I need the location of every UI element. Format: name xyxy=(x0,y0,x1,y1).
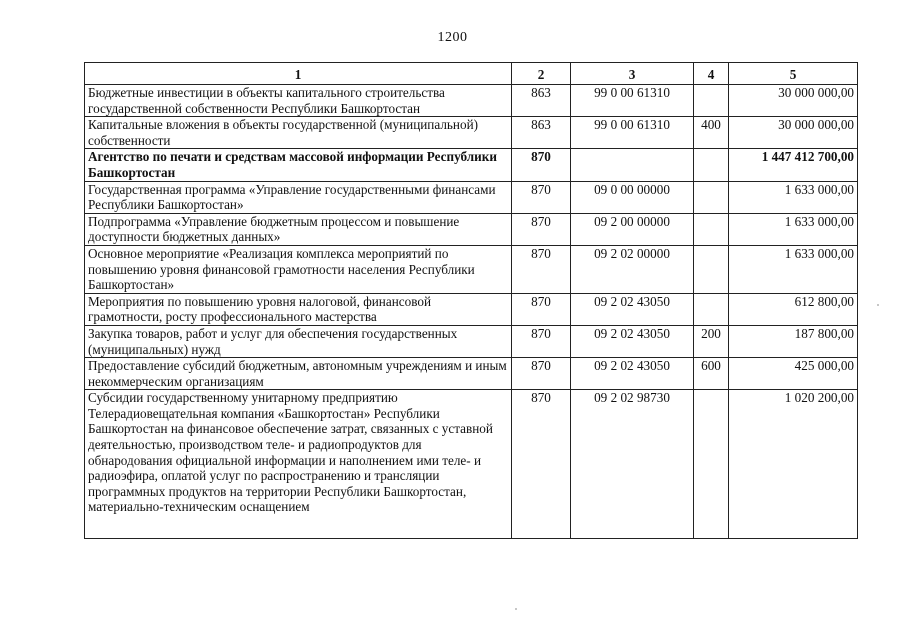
row-expense-type xyxy=(694,390,729,539)
row-target-code: 09 2 02 43050 xyxy=(571,358,694,390)
row-amount: 612 800,00 xyxy=(729,293,858,325)
row-amount: 1 447 412 700,00 xyxy=(729,149,858,181)
scan-speck xyxy=(877,304,879,306)
row-ministry-code: 870 xyxy=(512,390,571,539)
table-row xyxy=(85,117,858,149)
table-row xyxy=(85,85,858,117)
row-amount: 30 000 000,00 xyxy=(729,117,858,149)
row-target-code: 09 2 02 43050 xyxy=(571,325,694,357)
row-amount: 1 633 000,00 xyxy=(729,213,858,245)
row-name: Субсидии государственному унитарному предприятию Телерадиовещательная компания «Башкортостан» Республики Башкортостан на финансовое обеспечение затрат, связанных с уставной деятельностью, производством теле- и радиопродуктов для обнародования официальной информации и наполнением ими теле- и радиоэфира, оплатой услуг по распространению и трансляции программных продуктов на территории Республики Башкортостан, материально-техническим оснащением xyxy=(85,390,512,539)
row-expense-type: 400 xyxy=(694,117,729,149)
row-expense-type: 600 xyxy=(694,358,729,390)
table-header-row xyxy=(85,63,858,85)
row-target-code: 99 0 00 61310 xyxy=(571,117,694,149)
row-target-code: 09 2 02 98730 xyxy=(571,390,694,539)
row-name: Подпрограмма «Управление бюджетным процессом и повышение доступности бюджетных данных» xyxy=(85,213,512,245)
table-row xyxy=(85,293,858,325)
table-row xyxy=(85,245,858,293)
row-amount: 1 633 000,00 xyxy=(729,181,858,213)
header-col-4: 4 xyxy=(694,63,729,85)
row-expense-type xyxy=(694,293,729,325)
row-ministry-code: 870 xyxy=(512,325,571,357)
row-expense-type xyxy=(694,181,729,213)
row-target-code xyxy=(571,149,694,181)
row-ministry-code: 870 xyxy=(512,181,571,213)
row-name: Бюджетные инвестиции в объекты капитального строительства государственной собственности Республики Башкортостан xyxy=(85,85,512,117)
row-name: Закупка товаров, работ и услуг для обеспечения государственных (муниципальных) нужд xyxy=(85,325,512,357)
row-expense-type xyxy=(694,213,729,245)
row-expense-type xyxy=(694,85,729,117)
row-target-code: 09 2 00 00000 xyxy=(571,213,694,245)
row-name: Мероприятия по повышению уровня налоговой, финансовой грамотности, росту профессионального мастерства xyxy=(85,293,512,325)
row-ministry-code: 870 xyxy=(512,358,571,390)
table-row xyxy=(85,358,858,390)
scan-speck xyxy=(515,608,517,610)
row-expense-type: 200 xyxy=(694,325,729,357)
row-amount: 1 633 000,00 xyxy=(729,245,858,293)
row-target-code: 99 0 00 61310 xyxy=(571,85,694,117)
table-row xyxy=(85,325,858,357)
row-amount: 30 000 000,00 xyxy=(729,85,858,117)
header-col-1: 1 xyxy=(85,63,512,85)
row-target-code: 09 0 00 00000 xyxy=(571,181,694,213)
row-ministry-code: 863 xyxy=(512,85,571,117)
row-amount: 1 020 200,00 xyxy=(729,390,858,539)
row-expense-type xyxy=(694,149,729,181)
row-name: Основное мероприятие «Реализация комплекса мероприятий по повышению уровня финансовой грамотности населения Республики Башкортостан» xyxy=(85,245,512,293)
row-name: Капитальные вложения в объекты государственной (муниципальной) собственности xyxy=(85,117,512,149)
row-expense-type xyxy=(694,245,729,293)
row-target-code: 09 2 02 43050 xyxy=(571,293,694,325)
table-row xyxy=(85,181,858,213)
row-target-code: 09 2 02 00000 xyxy=(571,245,694,293)
page-number: 1200 xyxy=(437,30,468,45)
row-name: Предоставление субсидий бюджетным, автономным учреждениям и иным некоммерческим организациям xyxy=(85,358,512,390)
row-ministry-code: 870 xyxy=(512,213,571,245)
row-amount: 187 800,00 xyxy=(729,325,858,357)
budget-table xyxy=(84,62,858,539)
header-col-3: 3 xyxy=(571,63,694,85)
row-ministry-code: 870 xyxy=(512,149,571,181)
row-ministry-code: 870 xyxy=(512,245,571,293)
header-col-5: 5 xyxy=(729,63,858,85)
row-ministry-code: 863 xyxy=(512,117,571,149)
table-row xyxy=(85,213,858,245)
table-row xyxy=(85,390,858,539)
row-name: Агентство по печати и средствам массовой информации Республики Башкортостан xyxy=(85,149,512,181)
header-col-2: 2 xyxy=(512,63,571,85)
row-amount: 425 000,00 xyxy=(729,358,858,390)
row-ministry-code: 870 xyxy=(512,293,571,325)
table-row-agency xyxy=(85,149,858,181)
row-name: Государственная программа «Управление государственными финансами Республики Башкортостан» xyxy=(85,181,512,213)
